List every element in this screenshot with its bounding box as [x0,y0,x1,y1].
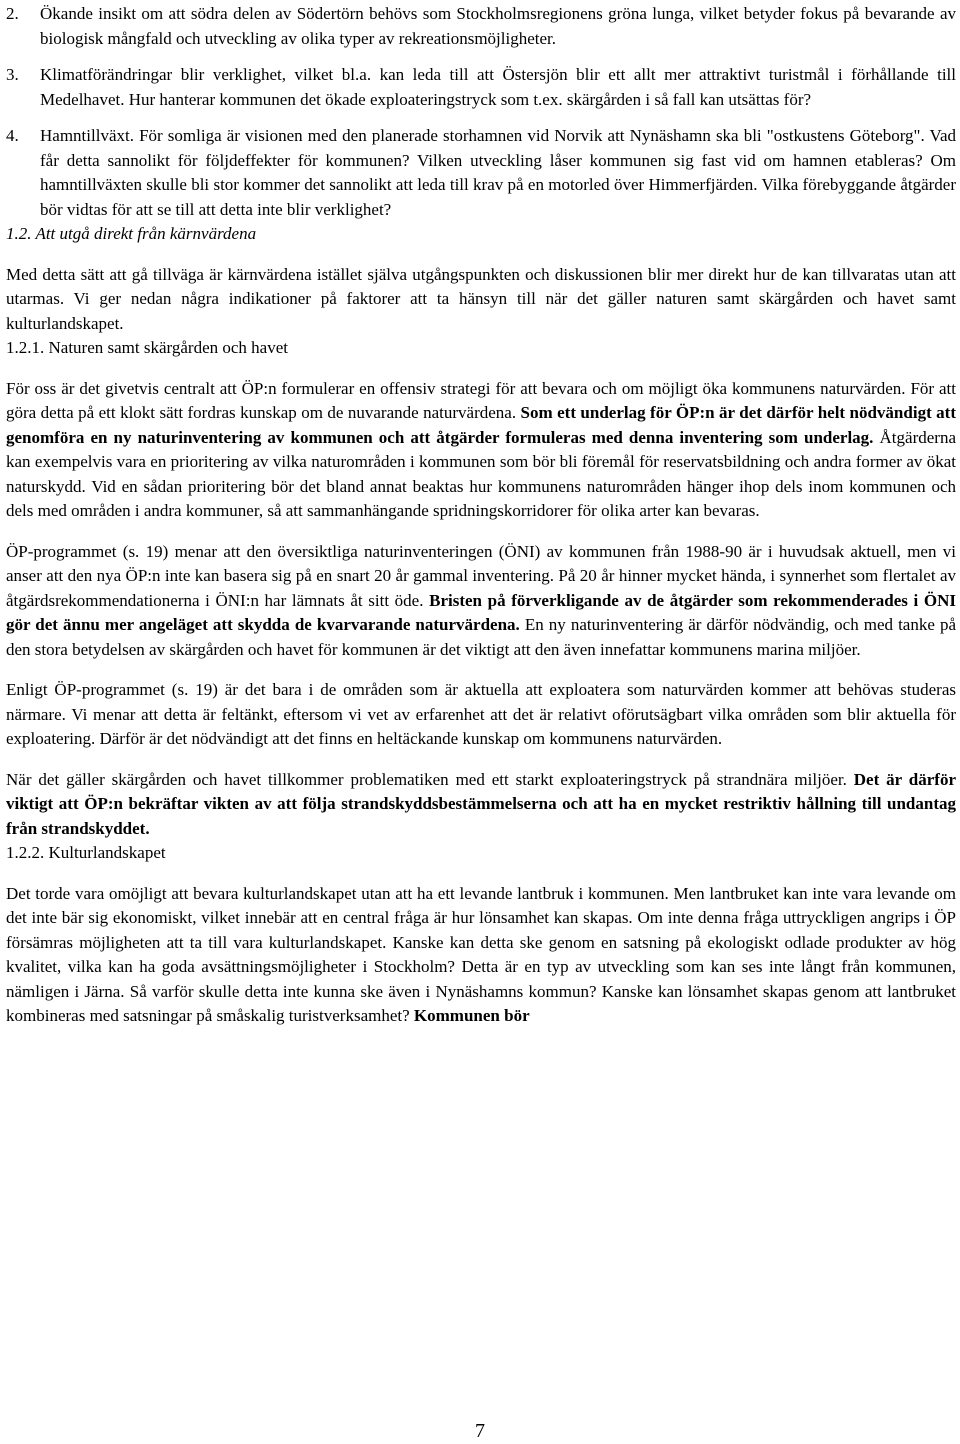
paragraph: Det torde vara omöjligt att bevara kulturlandskapet utan att ha ett levande lantbruk i kommunen. Men lantbruket kan inte vara levande om det inte bär sig ekonomiskt, vilket innebär att en central fråga är hur lönsamhet kan skapas. Om inte denna fråga uttryckligen angrips i ÖP försämras möjligheten att ta till vara kulturlandskapet. Kanske kan detta ske genom en satsning på ekologiskt odlade produkter av hög kvalitet, vilka kan ha goda avsättningsmöjligheter i Stockholm? Detta är en typ av utveckling som kan ses inte långt från kommunen, nämligen i Järna. Så varför skulle detta inte kunna ske även i Nynäshamns kommun? Kanske kan lönsamhet skapas genom att lantbruket kombineras med satsningar på småskalig turistverksamhet? Kommunen bör [6,883,956,1025]
list-number: 4. [6,126,19,145]
bold-emphasis: Bristen på förverkligande av de åtgärder som rekommenderades i ÖNI gör det ännu mer angeläget att skydda de kvarvarande naturvärdena. [6,590,956,634]
list-text: Hamntillväxt. För somliga är visionen med den planerade storhamnen vid Norvik att Nynäshamn ska bli "ostkustens Göteborg". Vad får detta sannolikt för följdeffekter för kommunen? Vilken utveckling låser kommunen sig fast vid om hamnen etableras? Om hamntillväxten skulle bli stor kommer det sannolikt att leda till krav på en motorled över Himmerfjärden. Vilka förebyggande åtgärder bör vidtas för att se till att detta inte blir verklighet? [40,126,956,219]
list-item-3 [6,63,956,112]
list-number: 3. [6,65,19,84]
bold-emphasis: Som ett underlag för ÖP:n är det därför helt nödvändigt att genomföra en ny naturinventering av kommunen och att åtgärder formuleras med denna inventering som underlag. [6,403,956,447]
bold-emphasis: Det är därför viktigt att ÖP:n bekräftar vikten av att följa strandskyddsbestämmelserna och att ha en mycket restriktiv hållning till undantag från strandskyddet. [6,769,956,838]
section-heading-1-2-2: 1.2.2. Kulturlandskapet [6,843,166,862]
list-item-4 [6,124,956,222]
page-number: 7 [475,1420,485,1442]
paragraph: När det gäller skärgården och havet tillkommer problematiken med ett starkt exploateringstryck på strandnära miljöer. Det är därför viktigt att ÖP:n bekräftar vikten av att följa strandskyddsbestämmelserna och att ha en mycket restriktiv hållning till undantag från strandskyddet. [6,769,956,838]
paragraph: ÖP-programmet (s. 19) menar att den översiktliga naturinventeringen (ÖNI) av kommunen från 1988-90 är i huvudsak aktuell, men vi anser att den nya ÖP:n inte kan basera sig på en snart 20 år gammal inventering. På 20 år hinner mycket hända, i synnerhet som flertalet av åtgärdsrekommendationerna i ÖNI:n har lämnats åt sitt öde. Bristen på förverkligande av de åtgärder som rekommenderades i ÖNI gör det ännu mer angeläget att skydda de kvarvarande naturvärdena. En ny naturinventering är därför nödvändig, och med tanke på den stora betydelsen av skärgården och havet för kommunen är det viktigt att den även innefattar kommunens marina miljöer. [6,541,956,659]
paragraph: Med detta sätt att gå tillväga är kärnvärdena istället själva utgångspunkten och diskussionen blir mer direkt hur de kan tillvaratas utan att utarmas. Vi ger nedan några indikationer på faktorer att ta hänsyn till när det gäller naturen samt skärgården och havet samt kulturlandskapet. [6,264,956,333]
paragraph: För oss är det givetvis centralt att ÖP:n formulerar en offensiv strategi för att bevara och om möjligt öka kommunens naturvärden. För att göra detta på ett klokt sätt fordras kunskap om de nuvarande naturvärdena. Som ett underlag för ÖP:n är det därför helt nödvändigt att genomföra en ny naturinventering av kommunen och att åtgärder formuleras med denna inventering som underlag. Åtgärderna kan exempelvis vara en prioritering av vilka naturområden i kommunen som bör bli föremål för reservatsbildning och andra former av ökat naturskydd. Vid en sådan prioritering bör det bland annat beaktas hur kommunens naturområden hänger ihop dels inom kommunen och dels med områden i andra kommuner, så att sammanhängande spridningskorridorer för olika arter kan bevaras. [6,378,956,520]
list-text: Klimatförändringar blir verklighet, vilket bl.a. kan leda till att Östersjön blir ett allt mer attraktivt turistmål i förhållande till Medelhavet. Hur hanterar kommunen det ökade exploateringstryck som t.ex. skärgården i så fall kan utsättas för? [40,65,956,109]
bold-emphasis: Kommunen bör [413,1006,530,1025]
section-heading-1-2: 1.2. Att utgå direkt från kärnvärdena [6,224,257,243]
list-number: 2. [6,4,19,23]
list-item-2 [6,2,956,51]
paragraph: Enligt ÖP-programmet (s. 19) är det bara i de områden som är aktuella att exploatera som naturvärden kommer att behövas studeras närmare. Vi menar att detta är feltänkt, eftersom vi vet av erfarenhet att det är relativt oförutsägbart vilka områden som blir aktuella för exploatering. Därför är det nödvändigt att det finns en heltäckande kunskap om kommunens naturvärden. [6,680,956,748]
section-heading-1-2-1: 1.2.1. Naturen samt skärgården och havet [6,338,288,357]
list-text: Ökande insikt om att södra delen av Södertörn behövs som Stockholmsregionens gröna lunga, vilket betyder fokus på bevarande av biologisk mångfald och utveckling av olika typer av rekreationsmöjligheter. [40,4,956,48]
